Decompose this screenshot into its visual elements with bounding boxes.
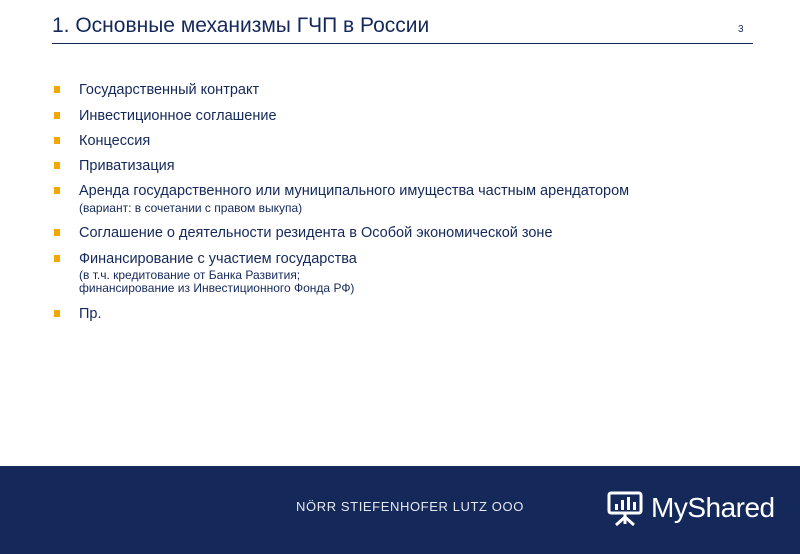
square-bullet-icon bbox=[54, 187, 60, 194]
slide-title: 1. Основные механизмы ГЧП в России bbox=[52, 14, 430, 37]
list-item-note: (вариант: в сочетании с правом выкупа) bbox=[79, 201, 303, 215]
square-bullet-icon bbox=[54, 162, 60, 169]
list-item-text: Пр. bbox=[79, 306, 102, 322]
square-bullet-icon bbox=[54, 112, 60, 119]
brand-logo[interactable] bbox=[606, 490, 781, 530]
list-item-text: Аренда государственного или муниципального имущества частным арендатором bbox=[79, 183, 630, 199]
list-item-text: Финансирование с участием государства bbox=[79, 251, 357, 267]
firm-name: NÖRR STIEFENHOFER LUTZ OOO bbox=[296, 499, 524, 514]
list-item-text: Концессия bbox=[79, 133, 151, 149]
square-bullet-icon bbox=[54, 86, 60, 93]
square-bullet-icon bbox=[54, 137, 60, 144]
square-bullet-icon bbox=[54, 229, 60, 236]
list-item-text: Государственный контракт bbox=[79, 82, 260, 98]
presentation-board-icon bbox=[606, 490, 644, 528]
page-number: 3 bbox=[738, 24, 744, 35]
square-bullet-icon bbox=[54, 255, 60, 262]
list-item-text: Приватизация bbox=[79, 158, 175, 174]
list-item-text: Инвестиционное соглашение bbox=[79, 108, 277, 124]
title-divider bbox=[52, 43, 753, 44]
list-item-note: финансирование из Инвестиционного Фонда РФ) bbox=[79, 281, 355, 295]
square-bullet-icon bbox=[54, 310, 60, 317]
list-item-note: (в т.ч. кредитование от Банка Развития; bbox=[79, 268, 301, 282]
list-item-text: Соглашение о деятельности резидента в Особой экономической зоне bbox=[79, 225, 553, 241]
brand-name: MyShared bbox=[651, 492, 775, 523]
